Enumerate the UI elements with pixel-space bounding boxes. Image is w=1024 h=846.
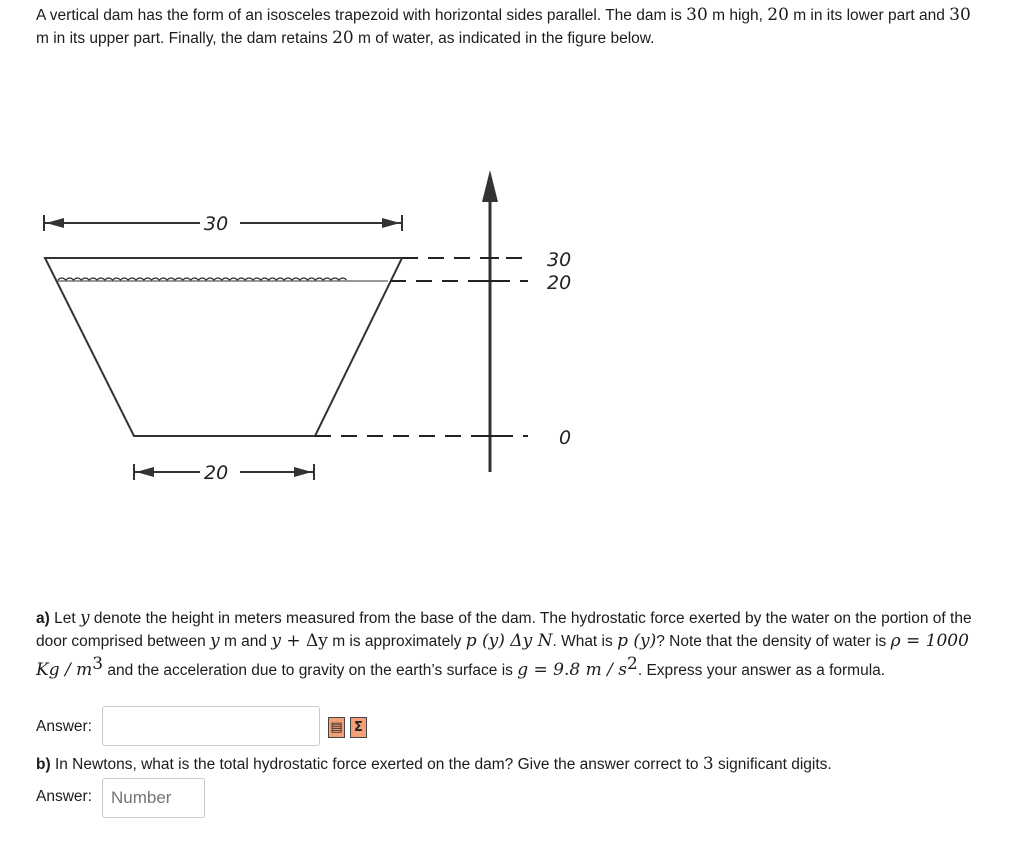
problem-statement: A vertical dam has the form of an isosceles trapezoid with horizontal sides parallel. The dam is 30 m high, 20 m in its lower part and 30 m in its upper part. Finally, the dam retains 20 m of water, as indicated in the figure below. xyxy=(36,5,971,48)
question-b-label: b) xyxy=(36,756,51,773)
bottom-width-label: 20 xyxy=(204,462,229,484)
answer-b-input[interactable] xyxy=(102,778,205,818)
axis-tick-label-30: 30 xyxy=(547,249,572,271)
preview-icon[interactable]: ▤ xyxy=(328,717,345,738)
top-width-arrow-right xyxy=(382,218,400,228)
top-width-label: 30 xyxy=(204,213,229,235)
bottom-width-arrow-right xyxy=(294,467,312,477)
answer-a-input[interactable] xyxy=(102,706,320,746)
dam-figure xyxy=(0,160,620,490)
water-depth-value: 20 xyxy=(332,28,354,48)
height-axis-arrowhead xyxy=(482,170,498,202)
dam-trapezoid xyxy=(45,258,402,436)
dam-top-width-value: 30 xyxy=(949,5,971,25)
question-a-label: a) xyxy=(36,610,50,627)
answer-b-label: Answer: xyxy=(36,788,92,805)
answer-a-label: Answer: xyxy=(36,718,92,735)
water-surface-wave xyxy=(58,278,347,280)
dam-bottom-width-value: 20 xyxy=(767,5,789,25)
bottom-width-arrow-left xyxy=(136,467,154,477)
equation-editor-icon[interactable]: Σ xyxy=(350,717,367,738)
significant-digits-value: 3 xyxy=(702,754,714,774)
question-a: a) Let y denote the height in meters measured from the base of the dam. The hydrostatic force exerted by the water on the portion of the door comprised between y m and y + Δy m is approximately p (y) Δy N. What is p (y)? Note that the density of water is ρ = 1000 Kg / $m^3$ and the acceleration due to gravity on the earth’s surface is g = 9.8 m / $s^2$. Express your answer as a formula. xyxy=(36,608,972,681)
question-b: b) In Newtons, what is the total hydrostatic force exerted on the dam? Give the answer correct to 3 significant digits. xyxy=(36,754,832,774)
axis-tick-label-0: 0 xyxy=(559,427,572,449)
dam-height-value: 30 xyxy=(686,5,708,25)
top-width-arrow-left xyxy=(46,218,64,228)
axis-tick-label-20: 20 xyxy=(547,272,572,294)
